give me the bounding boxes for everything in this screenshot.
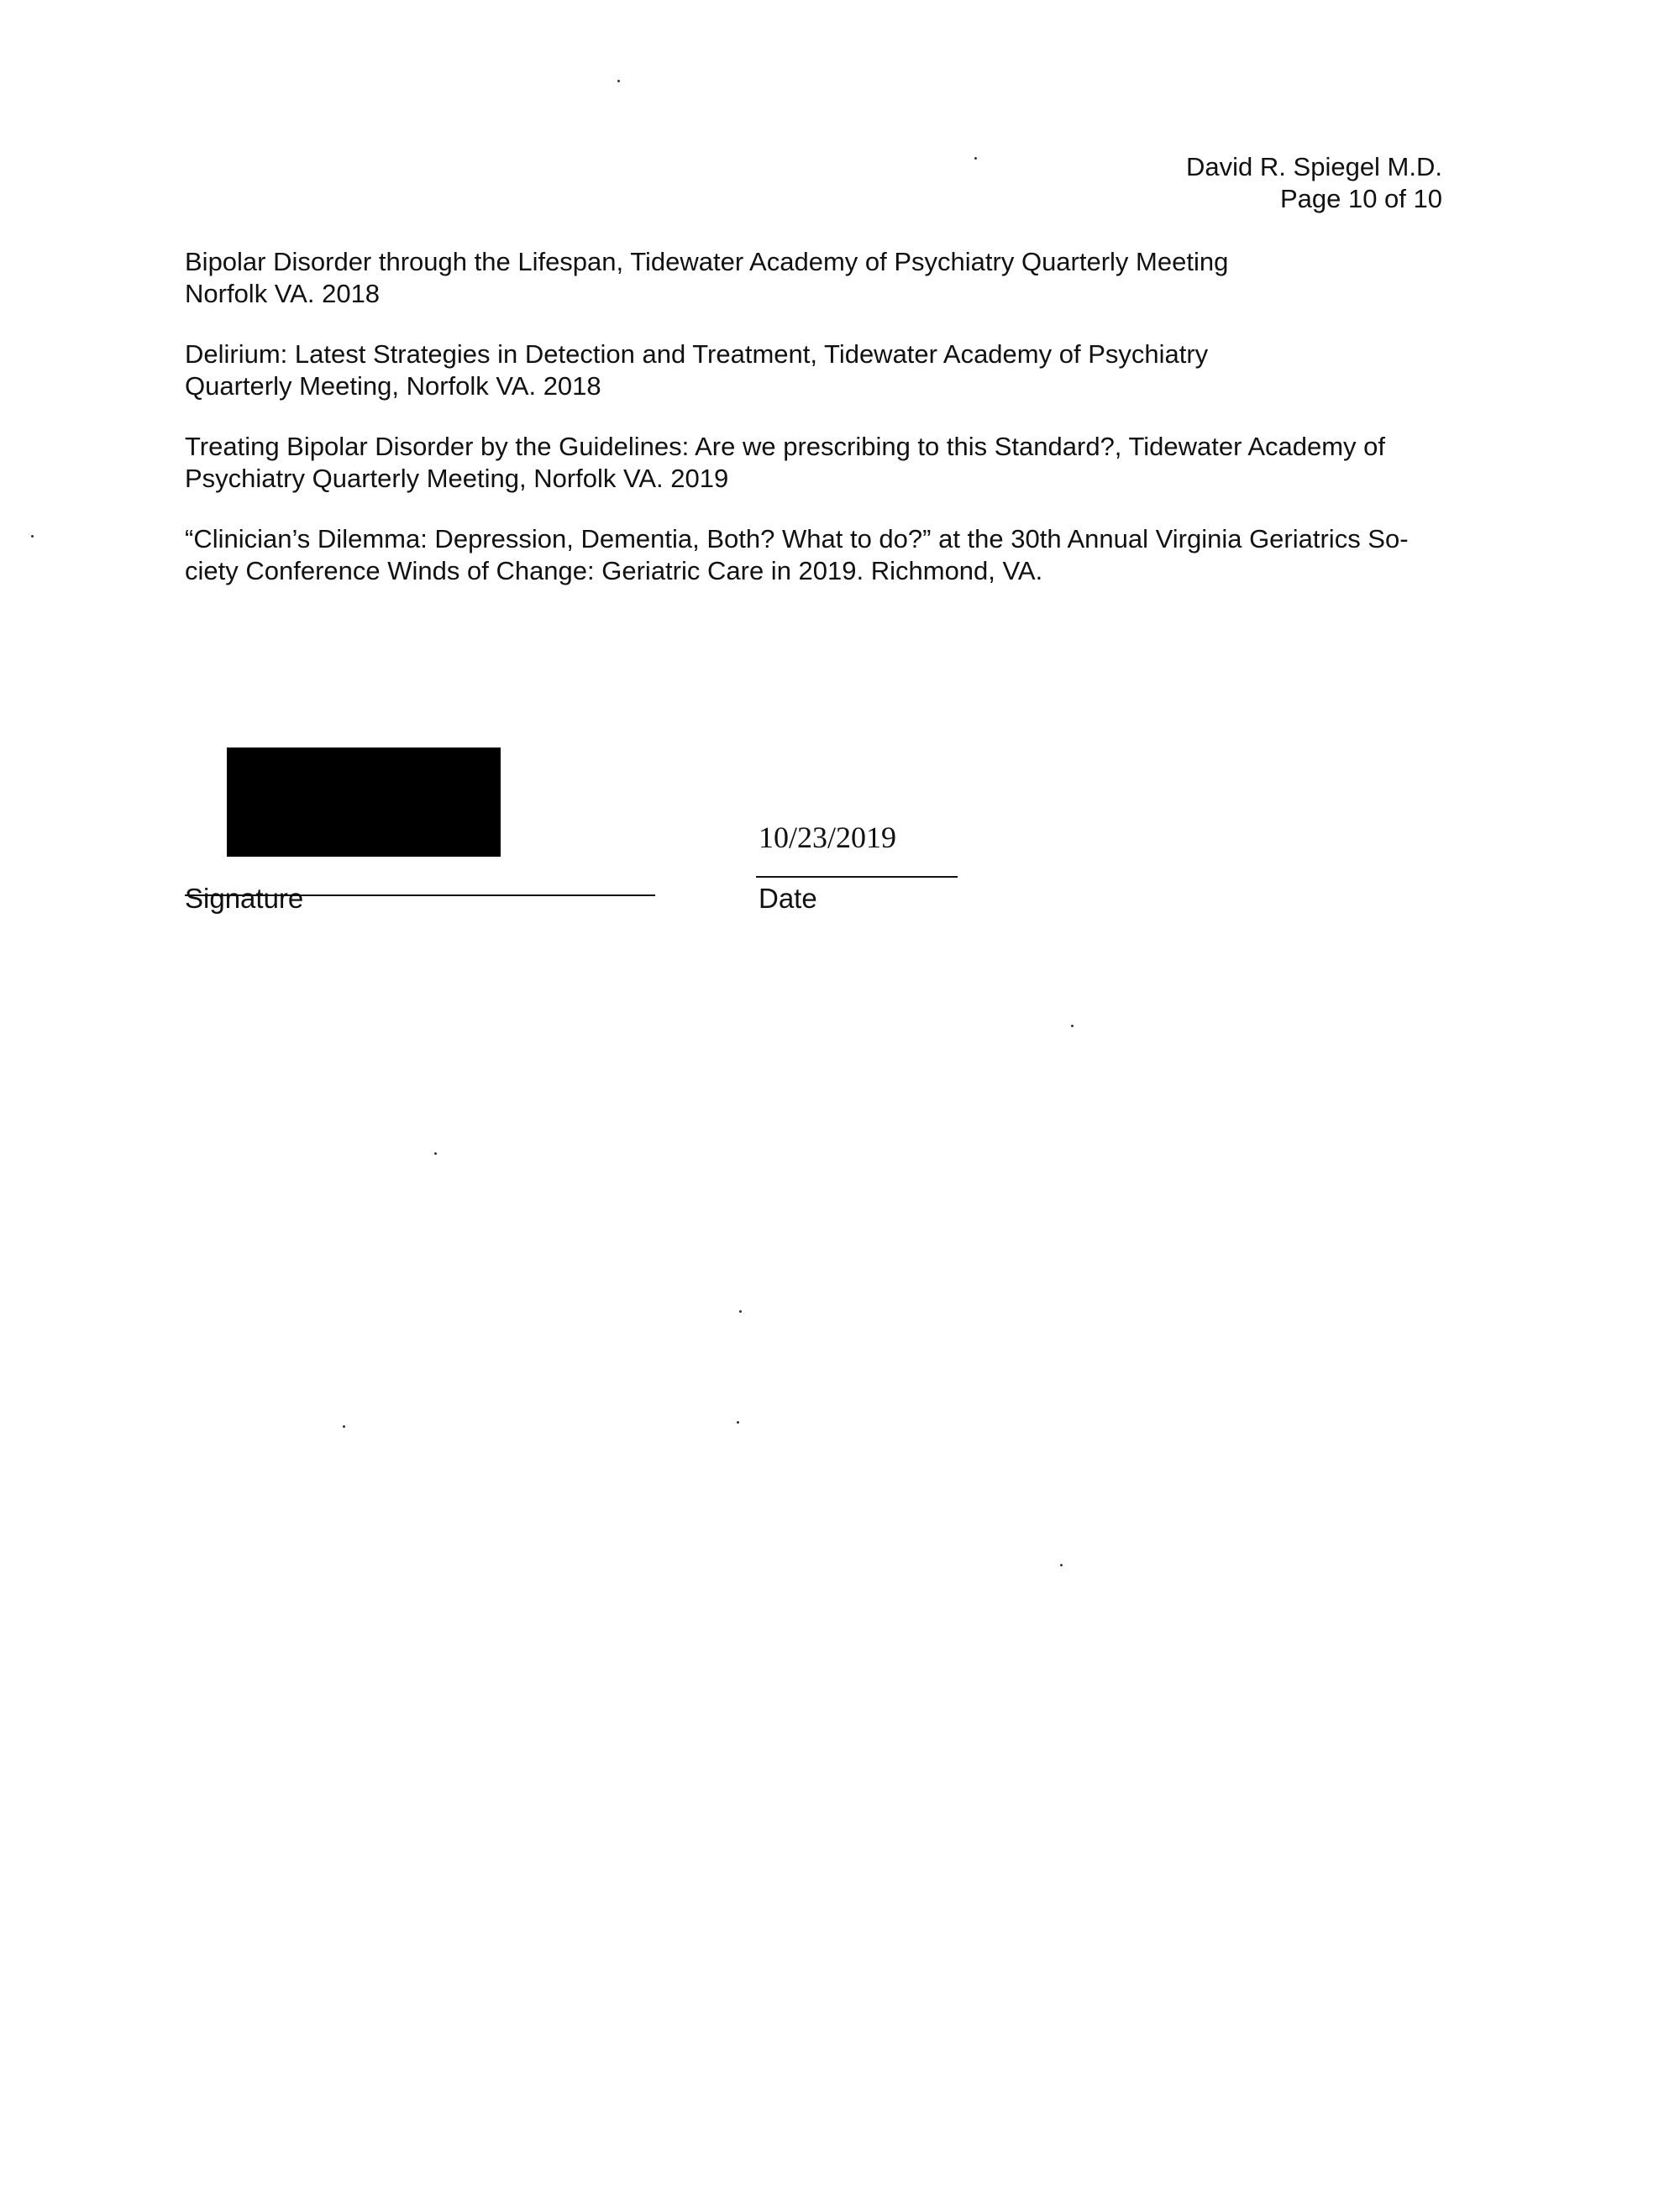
date-value: 10/23/2019 — [759, 821, 897, 854]
scan-speck — [1060, 1564, 1063, 1566]
scan-speck — [434, 1152, 437, 1155]
entry-line: Psychiatry Quarterly Meeting, Norfolk VA. 2019 — [185, 464, 729, 493]
list-item — [185, 431, 1462, 495]
scan-speck — [1071, 1025, 1074, 1027]
list-item — [185, 523, 1462, 587]
list-item — [185, 338, 1462, 402]
scan-speck — [737, 1421, 739, 1424]
scan-speck — [974, 157, 977, 160]
signature-redaction — [227, 748, 501, 857]
signature-label: Signature — [185, 883, 304, 914]
scan-speck — [343, 1425, 345, 1428]
entry-line: Quarterly Meeting, Norfolk VA. 2018 — [185, 371, 601, 401]
entry-line: Bipolar Disorder through the Lifespan, Tidewater Academy of Psychiatry Quarterly Meeting — [185, 247, 1229, 276]
entry-line: Treating Bipolar Disorder by the Guidelines: Are we prescribing to this Standard?, Tidewater Academy of — [185, 432, 1386, 461]
scan-speck — [739, 1310, 742, 1313]
entry-line: Norfolk VA. 2018 — [185, 279, 381, 308]
presentation-list — [185, 246, 1462, 616]
page-number: Page 10 of 10 — [1279, 184, 1442, 213]
scan-speck — [617, 80, 620, 82]
date-line — [756, 876, 958, 878]
scan-speck — [31, 535, 34, 538]
page-header — [1186, 151, 1442, 215]
entry-line: ciety Conference Winds of Change: Geriatric Care in 2019. Richmond, VA. — [185, 556, 1043, 585]
entry-line: “Clinician’s Dilemma: Depression, Dementia, Both? What to do?” at the 30th Annual Virginia Geriatrics So- — [185, 524, 1409, 553]
author-name: David R. Spiegel M.D. — [1186, 152, 1442, 181]
date-label: Date — [759, 883, 817, 914]
list-item — [185, 246, 1462, 310]
entry-line: Delirium: Latest Strategies in Detection and Treatment, Tidewater Academy of Psychiatry — [185, 339, 1209, 369]
